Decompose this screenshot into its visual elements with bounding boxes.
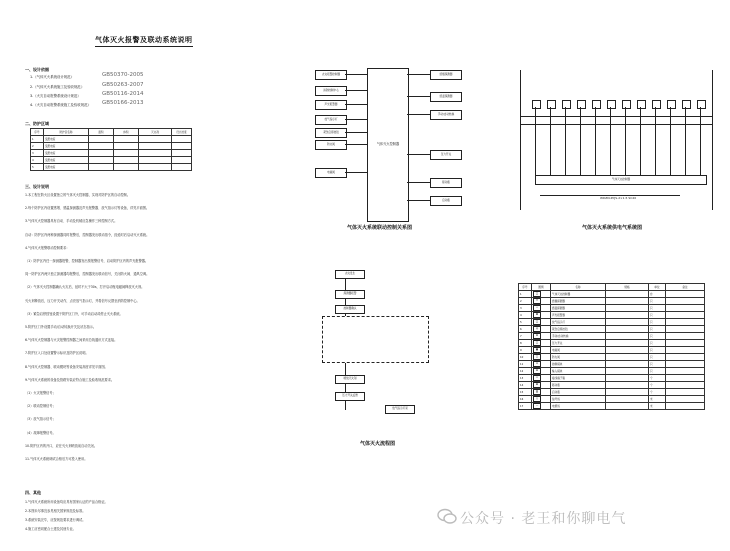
legend-symbol-icon: ○ [533,396,541,402]
legend-cell [666,403,705,410]
device-drop-line [625,107,626,175]
linkage-device-box: 火灾报警控制器 [315,70,347,80]
legend-cell [606,319,649,326]
paragraph-line: 3.气体灭火控制器具有自动、手动及机械应急操作三种控制方式。 [25,219,118,224]
table-cell [139,150,172,157]
paragraph-line: （4）故障报警信号。 [25,430,56,435]
detector-icon [577,100,586,109]
legend-cell: 米 [649,396,666,403]
legend-symbol-icon: — [533,403,541,409]
legend-cell [532,382,551,389]
legend-cell: 感温探测器 [551,305,606,312]
legend-row [519,389,705,396]
legend-header-row [519,284,705,291]
legend-cell: 5 [519,319,532,326]
column-header: 规格 [606,284,649,291]
flow-step-box: 火灾发生 [335,270,365,279]
flow-step-box: 放气指示灯亮 [385,405,415,414]
table-header-row [31,129,192,136]
legend-row [519,361,705,368]
bus-line [520,124,712,125]
connector-line [407,200,430,201]
table-cell: 变配电室 [44,157,89,164]
legend-cell: 手动/自动转换 [551,333,606,340]
linkage-device-box: 消防控制中心 [315,86,347,96]
legend-cell [606,368,649,375]
paragraph-line: 4.气体灭火报警联动控制要求： [25,245,70,250]
legend-cell [666,326,705,333]
legend-cell [532,312,551,319]
linkage-device-box: 感温探测器 [430,92,462,102]
legend-cell [606,291,649,298]
legend-cell [606,354,649,361]
legend-row [519,368,705,375]
spec-row: 4.《火灾自动报警系统施工及验收规范》 GB50166-2013 [30,100,144,107]
legend-symbol-icon: ▭ [533,375,541,381]
table-cell: 4 [31,157,44,164]
legend-cell [532,361,551,368]
legend-cell: 压力开关 [551,340,606,347]
legend-cell: 只 [649,326,666,333]
riser-line [712,70,713,210]
legend-symbol-icon: □ [533,340,541,346]
controller-bus-box: 气体灭火控制器 [535,175,707,185]
device-drop-line [550,107,551,175]
detector-icon [667,100,676,109]
paragraph-line: （1）火灾报警信号； [25,391,56,395]
spec-row: 3.《火灾自动报警系统设计规范》 GB50116-2014 [30,91,144,98]
flow-step-box: 控制器确认 [335,305,365,314]
detector-icon [607,100,616,109]
column-header: 灭火剂 [139,129,172,136]
section2-heading: 二、防护区域 [25,121,49,126]
table-cell [172,136,192,143]
table-cell: 变配电室 [44,143,89,150]
linkage-device-box: 手动/自动转换 [430,110,462,120]
table-cell [114,157,139,164]
legend-cell [666,319,705,326]
legend-cell [606,389,649,396]
paragraph-line: 5.防护区门外设置手动/自动转换开关及状态指示。 [25,325,97,329]
paragraph-line: （2）气体灭火控制器确认火灾后，延时不大于30s，打开启动瓶电磁阀释放灭火剂。 [25,285,145,290]
paragraph-line: （1）防护区内任一探测器报警，控制器发出预报警信号，启动防护区内的声光报警器。 [25,259,149,263]
legend-cell: 1 [519,291,532,298]
legend-row [519,333,705,340]
table-row [31,164,192,171]
page-title: 气体灭火报警及联动系统说明 [95,35,193,47]
bus-line [520,116,712,117]
legend-cell: 只 [649,298,666,305]
device-drop-line [610,107,611,175]
legend-cell: 2 [519,298,532,305]
legend-cell: 16 [519,396,532,403]
legend-row [519,375,705,382]
protection-zone-table [30,128,192,171]
legend-body [519,284,705,410]
legend-cell [606,382,649,389]
table-cell: 变配电室 [44,136,89,143]
paragraph-line: （2）联动控制信号； [25,404,56,409]
paragraph-line: （3）紧急启停按钮设置于防护区门外，可手动启动或停止灭火系统。 [25,311,123,316]
table-cell [139,164,172,171]
legend-symbol-icon: ⊞ [533,382,541,388]
legend-cell [666,333,705,340]
legend-symbol-icon: □ [533,319,541,325]
linkage-device-box: 压力开关 [430,150,462,160]
legend-cell [606,298,649,305]
detector-icon [697,100,706,109]
table-row [31,150,192,157]
connector-line [407,96,430,97]
flow-step-box: 压力开关反馈 [335,392,365,401]
legend-cell: 个 [649,382,666,389]
paragraph-line: 10.防护区内的开口，应在灭火剂喷放前自动关闭。 [25,443,98,448]
legend-row [519,326,705,333]
legend-cell [532,305,551,312]
legend-symbol-icon: ⊓ [533,298,541,304]
legend-row [519,340,705,347]
table-row [31,143,192,150]
legend-cell [606,312,649,319]
legend-cell: 输入模块 [551,368,606,375]
legend-cell: 放气指示灯 [551,319,606,326]
flow-caption: 气体灭火流程图 [360,441,396,447]
legend-cell: 13 [519,375,532,382]
legend-cell: 只 [649,319,666,326]
paragraph-line: 7.防护区入口处设置警示标识及防护区说明。 [25,351,89,356]
table-cell [89,164,114,171]
table-cell [139,143,172,150]
legend-cell: 只 [649,312,666,319]
table-cell [89,136,114,143]
legend-cell: 17 [519,403,532,410]
legend-cell: 声光报警器 [551,312,606,319]
legend-cell [532,368,551,375]
table-cell [172,164,192,171]
device-drop-line [700,107,701,175]
legend-cell: 3 [519,305,532,312]
connector-line [407,74,430,75]
legend-cell [532,319,551,326]
legend-cell [666,347,705,354]
legend-cell: 米 [649,403,666,410]
legend-symbol-icon: ▣ [533,347,541,353]
connector-line [407,182,430,183]
legend-cell [666,389,705,396]
legend-cell [666,291,705,298]
legend-cell: 只 [649,340,666,347]
table-cell: 变配电室 [44,150,89,157]
section3-heading: 三、设计说明 [25,184,49,189]
table-cell [172,157,192,164]
legend-cell [532,340,551,347]
table-cell: 1 [31,136,44,143]
legend-cell [532,354,551,361]
connector-line [407,114,430,115]
legend-cell: 只 [649,347,666,354]
linkage-device-box: 启动瓶 [430,196,462,206]
legend-symbol-icon: ≡ [533,361,541,367]
legend-cell: 6 [519,326,532,333]
legend-cell: 接线端子箱 [551,375,606,382]
linkage-device-box: 防火阀 [315,140,347,150]
column-header: 序号 [519,284,532,291]
detector-icon [532,100,541,109]
legend-row [519,354,705,361]
device-drop-line [670,107,671,175]
legend-row [519,403,705,410]
legend-cell [606,326,649,333]
paragraph-line: 1.本工程在防火区设置独立的气体灭火控制器，实现对防护区的自动控制。 [25,193,131,197]
legend-cell: 启动瓶 [551,389,606,396]
legend-cell: 只 [649,361,666,368]
paragraph-line: 3.系统安装完毕，应按规范要求进行调试。 [25,518,86,522]
connector-line [345,132,367,133]
legend-cell: 4 [519,312,532,319]
legend-cell: 10 [519,354,532,361]
device-drop-line [655,107,656,175]
connector-line [345,104,367,105]
legend-cell [532,291,551,298]
device-drop-line [640,107,641,175]
legend-row [519,298,705,305]
column-header: 备注 [666,284,705,291]
flow-control-frame [322,316,429,363]
legend-cell: 只 [649,305,666,312]
column-header: 序号 [31,129,44,136]
legend-cell [666,298,705,305]
legend-cell [532,403,551,410]
legend-symbol-icon: ▥ [533,389,541,395]
linkage-device-box: 感烟探测器 [430,70,462,80]
table-cell: 5 [31,164,44,171]
legend-cell [606,340,649,347]
legend-row [519,396,705,403]
legend-row [519,382,705,389]
legend-row [519,347,705,354]
device-drop-line [580,107,581,175]
table-cell [114,150,139,157]
legend-cell [666,368,705,375]
linkage-device-box: 驱动瓶 [430,178,462,188]
legend-symbol-icon: ⊥ [533,305,541,311]
legend-cell: 个 [649,389,666,396]
watermark-text: 公众号 · 老王和你聊电气 [460,511,627,527]
paragraph-line: 2.每个防护区内设置感烟、感温探测器及声光报警器、放气指示灯等设备，详见平面图。 [25,206,150,211]
legend-cell: 台 [649,291,666,298]
legend-cell: 紧急启停按钮 [551,326,606,333]
connector-line [345,172,367,173]
column-header: 单位 [649,284,666,291]
legend-cell: 只 [649,368,666,375]
table-cell [139,136,172,143]
section4-heading: 四、其他 [25,490,41,495]
paragraph-line: （3）放气指示信号； [25,417,56,422]
legend-row [519,291,705,298]
spec-row: 1.《气体灭火系统设计规范》 GB50370-2005 [30,72,144,79]
paragraph-line: 2.本图未尽事宜参见相关国家规范及标准。 [25,509,86,513]
flow-step-box: 喷放灭火剂 [335,375,365,384]
legend-cell [606,361,649,368]
linkage-device-box: 电磁阀 [315,168,347,178]
legend-cell [532,326,551,333]
legend-cell: 控制模块 [551,361,606,368]
detector-icon [622,100,631,109]
detector-icon [682,100,691,109]
table-row [31,136,192,143]
column-header: 图例 [532,284,551,291]
table-cell [89,150,114,157]
table-cell [89,157,114,164]
legend-cell [606,396,649,403]
table-cell [172,150,192,157]
legend-cell [666,361,705,368]
legend-row [519,319,705,326]
section1-heading: 一、设计依据 [25,67,49,72]
legend-cell: 12 [519,368,532,375]
paragraph-line: 6.气体灭火控制器与火灾报警控制器之间采用总线通讯方式连接。 [25,338,118,343]
column-header: 设计浓度 [172,129,192,136]
table-row [31,157,192,164]
legend-cell: 驱动瓶 [551,382,606,389]
riser-line [520,70,521,210]
table-cell [172,143,192,150]
legend-cell: 只 [649,354,666,361]
table-cell [114,136,139,143]
legend-cell [666,375,705,382]
legend-symbol-icon: ◎ [533,326,541,332]
gas-extinguishing-controller: 气体灭火控制器 [367,68,409,222]
flow-step-box: 探测器报警 [335,290,365,299]
legend-cell: 14 [519,382,532,389]
spec-row: 2.《气体灭火系统施工及验收规范》 GB50263-2007 [30,82,144,89]
paragraph-line: 1.气体灭火系统所用设备均应具有国家认证的产品合格证。 [25,500,108,504]
legend-cell [666,305,705,312]
legend-cell [666,382,705,389]
paragraph-line: 灭火剂释放后，压力开关动作，点亮放气指示灯，并将信号反馈至消防控制中心。 [25,298,140,303]
table-cell [139,157,172,164]
paragraph-line: 自动：防护区内两种探测器同时报警后，控制器发出联动指令，经延时后启动灭火系统。 [25,232,150,237]
legend-cell [666,312,705,319]
legend-cell: 11 [519,361,532,368]
device-drop-line [535,107,536,175]
legend-cell [606,333,649,340]
wiring-caption: 气体灭火系统供电气系统图 [582,225,643,231]
linkage-device-box: 紧急启停按钮 [315,128,347,138]
legend-cell: 15 [519,389,532,396]
connector-line [345,144,367,145]
legend-cell: 感烟探测器 [551,298,606,305]
legend-cell [532,375,551,382]
table-cell [89,143,114,150]
legend-symbol-icon: ⊡ [533,333,541,339]
legend-cell [606,347,649,354]
connector-line [345,119,367,120]
wiring-note: WDZN-RYJS-2×1.5 SC20 [600,196,637,200]
table-cell: 2 [31,143,44,150]
column-header: 名称 [551,284,606,291]
connector-line [345,90,367,91]
legend-symbol-icon: ⊠ [533,312,541,318]
paragraph-line: 4.施工应密切配合土建及其他专业。 [25,527,76,531]
legend-symbol-icon: ⊟ [533,368,541,374]
detector-icon [637,100,646,109]
column-header: 面积 [89,129,114,136]
legend-cell [666,396,705,403]
paragraph-line: 9.气体灭火系统的设备及管路安装应符合施工及验收规范要求。 [25,377,115,382]
detector-icon [562,100,571,109]
legend-cell: 防火阀 [551,354,606,361]
legend-cell: 电源线 [551,403,606,410]
legend-cell: 信号线 [551,396,606,403]
legend-cell: 气体灭火控制器 [551,291,606,298]
legend-cell [532,396,551,403]
column-header: 体积 [114,129,139,136]
legend-cell: 9 [519,347,532,354]
device-drop-line [685,107,686,175]
legend-row [519,305,705,312]
connector-line [407,154,430,155]
table-cell [114,143,139,150]
legend-cell [606,375,649,382]
paragraph-line: 同一防护区内两只独立探测器均报警后，控制器发出联动信号，关闭防火阀、通风空调。 [25,272,150,277]
device-drop-line [595,107,596,175]
legend-cell [606,305,649,312]
legend-symbol-icon: □ [533,291,541,297]
device-drop-line [565,107,566,175]
legend-cell [532,347,551,354]
legend-row [519,312,705,319]
legend-cell: 电磁阀 [551,347,606,354]
legend-cell: 7 [519,333,532,340]
linkage-device-box: 放气指示灯 [315,115,347,125]
legend-cell: 8 [519,340,532,347]
legend-cell [532,389,551,396]
detector-icon [592,100,601,109]
wechat-icon [437,508,457,525]
linkage-device-box: 声光报警器 [315,100,347,110]
column-header: 防护区名称 [44,129,89,136]
legend-symbol-icon: ▢ [533,354,541,360]
legend-cell: 只 [649,333,666,340]
legend-cell [606,403,649,410]
table-cell [114,164,139,171]
table-cell: 变配电室 [44,164,89,171]
detector-icon [547,100,556,109]
detector-icon [652,100,661,109]
legend-cell [532,333,551,340]
linkage-caption: 气体灭火系统联动控制关系图 [347,225,413,231]
legend-cell: 个 [649,375,666,382]
legend-cell [666,354,705,361]
legend-cell [666,340,705,347]
paragraph-line: 8.气体灭火控制器、联动模块等设备安装高度详见平面图。 [25,364,108,369]
paragraph-line: 11.气体灭火系统调试合格后方可投入使用。 [25,457,88,461]
legend-cell [532,298,551,305]
connector-line [345,74,367,75]
legend-table [518,283,705,410]
table-cell: 3 [31,150,44,157]
